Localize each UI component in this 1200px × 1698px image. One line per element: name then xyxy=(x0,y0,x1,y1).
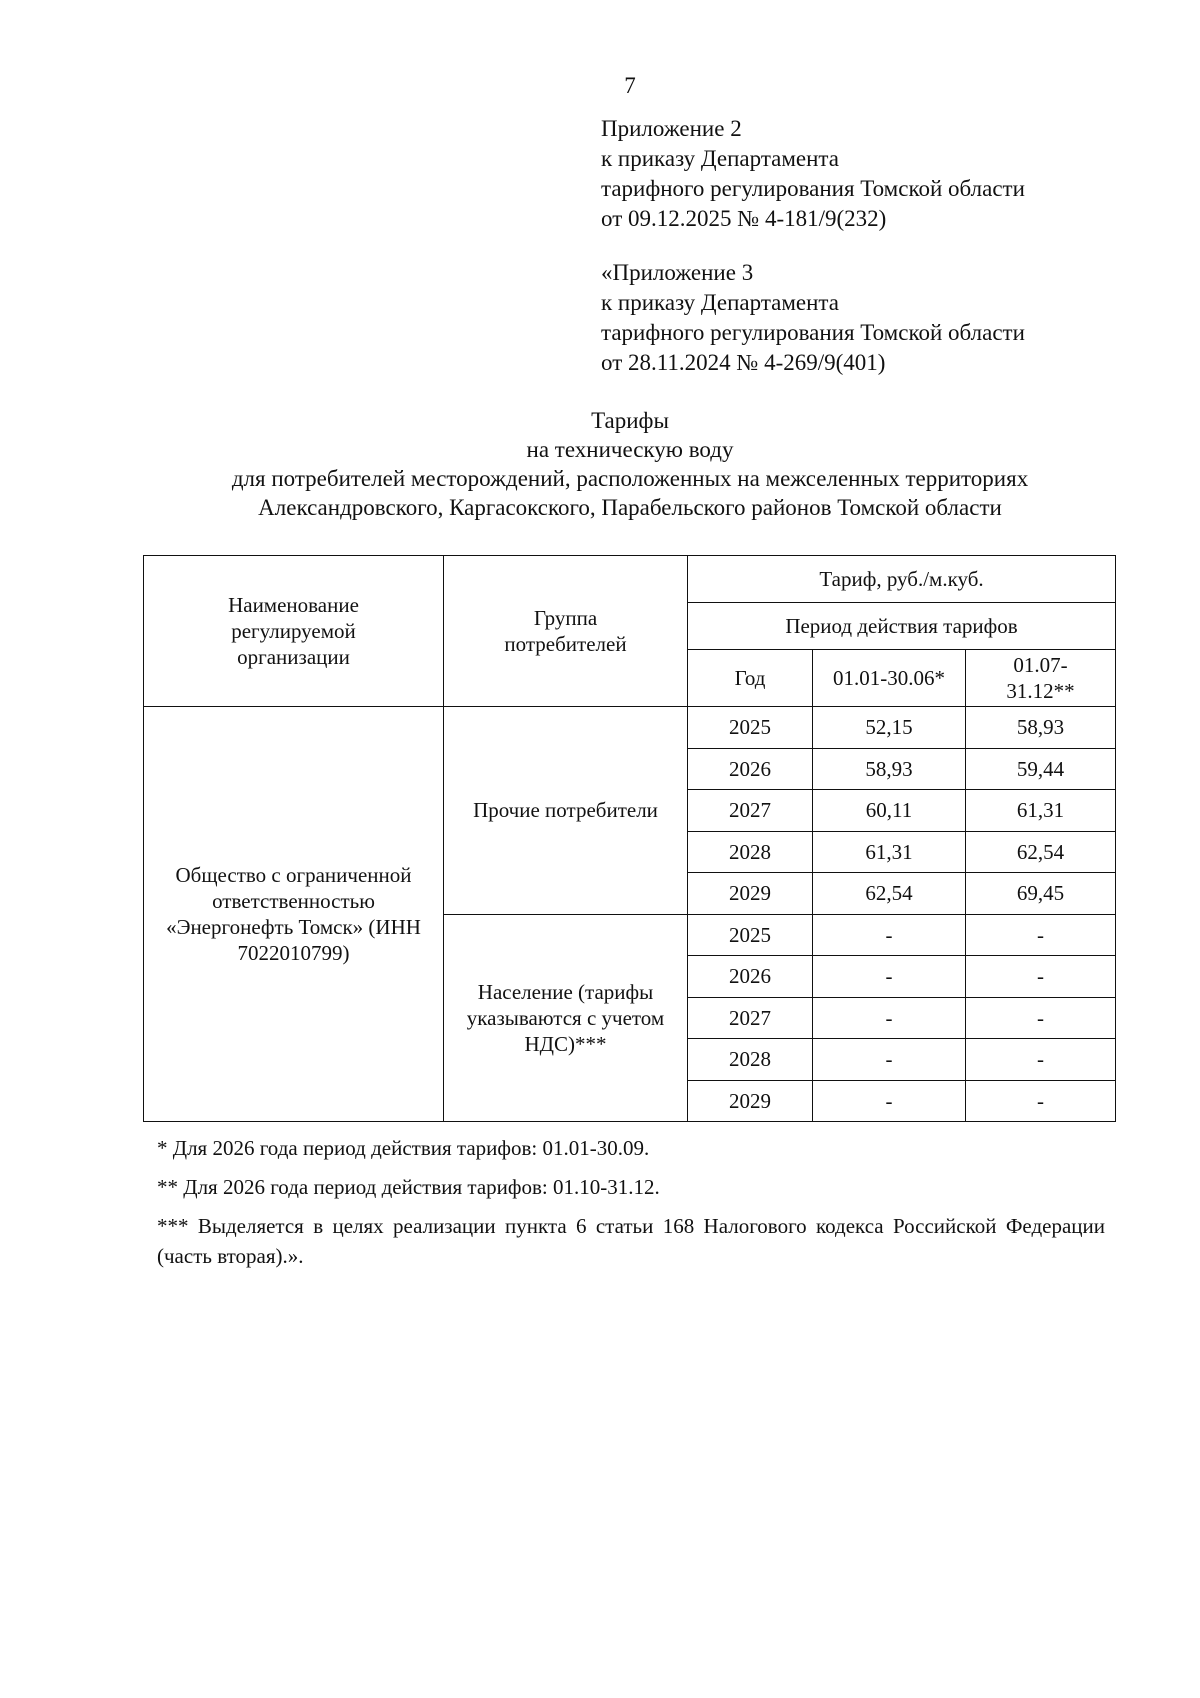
appendix-new-line: тарифного регулирования Томской области xyxy=(601,176,1025,201)
footnote: * Для 2026 года период действия тарифов: 01.01-30.09. xyxy=(157,1136,650,1160)
tariff-value: - xyxy=(813,914,966,956)
organization-name: Общество с ограниченной ответственностью «Энергонефть Томск» (ИНН 7022010799) xyxy=(144,707,444,1122)
appendix-old-line: к приказу Департамента xyxy=(601,290,839,315)
footnote: ** Для 2026 года период действия тарифов: 01.10-31.12. xyxy=(157,1175,660,1199)
year-cell: 2029 xyxy=(688,873,813,915)
header-period-2: 01.07-31.12** xyxy=(966,650,1116,707)
tariff-value: 61,31 xyxy=(813,831,966,873)
tariff-value: - xyxy=(813,997,966,1039)
header-period: Период действия тарифов xyxy=(688,603,1116,650)
tariff-value: - xyxy=(966,914,1116,956)
tariff-value: 62,54 xyxy=(813,873,966,915)
document-title xyxy=(130,406,1130,522)
title-line: для потребителей месторождений, расположенных на межселенных территориях xyxy=(231,466,1029,491)
header-organization: Наименование регулируемой организации xyxy=(144,556,444,707)
header-tariff: Тариф, руб./м.куб. xyxy=(688,556,1116,603)
tariff-value: 59,44 xyxy=(966,748,1116,790)
year-cell: 2027 xyxy=(688,790,813,832)
header-consumer-group: Группа потребителей xyxy=(444,556,688,707)
tariff-value: 52,15 xyxy=(813,707,966,749)
appendix-new-line: от 09.12.2025 № 4-181/9(232) xyxy=(601,206,887,231)
tariff-value: 60,11 xyxy=(813,790,966,832)
year-cell: 2026 xyxy=(688,748,813,790)
tariff-table xyxy=(143,555,1116,1122)
appendix-old-line: «Приложение 3 xyxy=(601,260,754,285)
year-cell: 2025 xyxy=(688,707,813,749)
appendix-old-line: от 28.11.2024 № 4-269/9(401) xyxy=(601,350,886,375)
title-line: Тарифы xyxy=(591,408,669,433)
tariff-value: 62,54 xyxy=(966,831,1116,873)
appendix-new-line: Приложение 2 xyxy=(601,116,742,141)
tariff-value: - xyxy=(813,1080,966,1122)
header-period-1: 01.01-30.06* xyxy=(813,650,966,707)
year-cell: 2025 xyxy=(688,914,813,956)
header-year: Год xyxy=(688,650,813,707)
tariff-value: 58,93 xyxy=(966,707,1116,749)
footnote: *** Выделяется в целях реализации пункта 6 статьи 168 Налогового кодекса Российской Федерации (часть вторая).». xyxy=(157,1214,1105,1268)
appendix-new-line: к приказу Департамента xyxy=(601,146,839,171)
tariff-value: - xyxy=(813,1039,966,1081)
page-number: 7 xyxy=(624,73,636,98)
title-line: на техническую воду xyxy=(526,437,734,462)
tariff-value: - xyxy=(813,956,966,998)
footnotes xyxy=(157,1133,1105,1280)
tariff-value: 58,93 xyxy=(813,748,966,790)
year-cell: 2027 xyxy=(688,997,813,1039)
table-row xyxy=(144,707,1116,749)
tariff-value: 69,45 xyxy=(966,873,1116,915)
tariff-value: - xyxy=(966,997,1116,1039)
tariff-value: - xyxy=(966,1080,1116,1122)
tariff-value: 61,31 xyxy=(966,790,1116,832)
year-cell: 2029 xyxy=(688,1080,813,1122)
appendix-header-old xyxy=(601,258,1025,378)
group-name: Прочие потребители xyxy=(444,707,688,915)
year-cell: 2028 xyxy=(688,1039,813,1081)
appendix-old-line: тарифного регулирования Томской области xyxy=(601,320,1025,345)
year-cell: 2026 xyxy=(688,956,813,998)
appendix-header-new xyxy=(601,114,1025,234)
year-cell: 2028 xyxy=(688,831,813,873)
tariff-value: - xyxy=(966,956,1116,998)
title-line: Александровского, Каргасокского, Парабельского районов Томской области xyxy=(258,495,1002,520)
group-name: Население (тарифы указываются с учетом НДС)*** xyxy=(444,914,688,1122)
tariff-value: - xyxy=(966,1039,1116,1081)
